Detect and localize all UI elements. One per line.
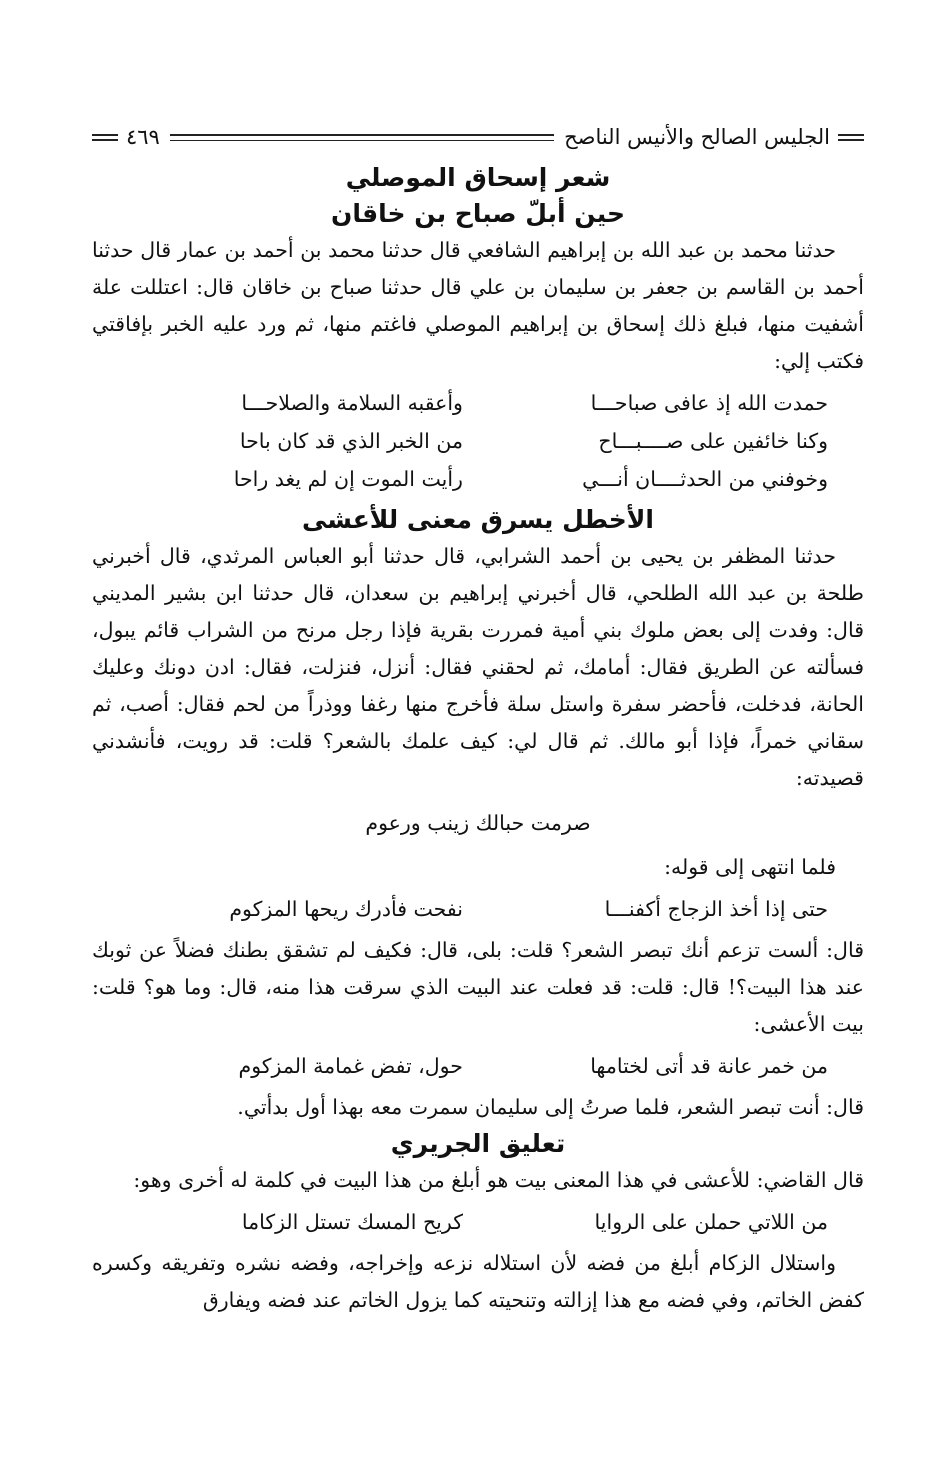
- poem: [92, 384, 864, 498]
- verse-second-hemistich: من الخبر الذي قد كان باحا: [239, 429, 463, 453]
- section-heading-3: تعليق الجريري: [390, 1129, 566, 1158]
- section-heading-1b: حين أبلّ صباح بن خاقان: [331, 199, 625, 228]
- verse-line: [92, 460, 864, 498]
- verse-first-hemistich: من خمر عانة قد أتى لختامها: [590, 1054, 828, 1078]
- header-ornament-left: [92, 134, 118, 141]
- verse-second-hemistich: رأيت الموت إن لم يغد راحا: [233, 467, 463, 491]
- verse-first-hemistich: وخوفني من الحدثــــان أنـــي: [582, 467, 828, 491]
- header-title: الجليس الصالح والأنيس الناصح: [564, 125, 830, 149]
- paragraph: فلما انتهى إلى قوله:: [664, 855, 836, 879]
- header-rule: [170, 134, 554, 141]
- paragraph: حدثنا المظفر بن يحيى بن أحمد الشرابي، قال حدثنا أبو العباس المرثدي، قال أخبرني طلحة بن عبد الله الطلحي، قال أخبرني إبراهيم بن سعدان، قال حدثنا ابن بشير المديني قال: وفدت إلى بعض ملوك بني أمية فمررت بقرية فإذا رجل مرنح من الشراب قائم يبول، فسألته عن الطريق فقال: أمامك، ثم لحقني فقال: أنزل، فنزلت، فقال: ادن دونك وعليك الحانة، فدخلت، فأحضر سفرة واستل سلة فأخرج منها رغفا ووذراً من لحم فقال: أصب، ثم سقاني خمراً، فإذا أبو مالك. ثم قال لي: كيف علمك بالشعر؟ قلت: قد رويت، فأنشدني قصيدته:: [92, 544, 864, 790]
- verse-line: [92, 422, 864, 460]
- verse-first-hemistich: حتى إذا أخذ الزجاج أكفنـــا: [604, 897, 828, 921]
- verse-first-hemistich: حمدت الله إذ عافى صباحـــا: [590, 391, 828, 415]
- verse-second-hemistich: نفحت فأدرك ريحها المزكوم: [229, 897, 463, 921]
- poem: [92, 1047, 864, 1085]
- paragraph: قال: ألست تزعم أنك تبصر الشعر؟ قلت: بلى، قال: فكيف لم تشقق بطنك فضلاً عن ثوبك عند هذا البيت؟! قال: قلت: قد فعلت عند البيت الذي سرقت هذا منه، قال: وما هو؟ قلت: بيت الأعشى:: [92, 938, 864, 1036]
- paragraph: واستلال الزكام أبلغ من فضه لأن استلاله نزعه وإخراجه، وفضه نشره وتفريقه وكسره كفض الخاتم، وفي فضه مع هذا إزالته وتنحيته كما يزول الخاتم عند فضه ويفارق: [92, 1251, 864, 1312]
- verse-first-hemistich: من اللاتي حملن على الروايا: [594, 1210, 828, 1234]
- single-verse: صرمت حبالك زينب ورعوم: [365, 811, 591, 835]
- paragraph: حدثنا محمد بن عبد الله بن إبراهيم الشافعي قال حدثنا محمد بن أحمد بن عمار قال حدثنا أحمد بن القاسم بن جعفر بن سليمان بن علي قال حدثنا صباح بن خاقان قال: اعتللت علة أشفيت منها، فبلغ ذلك إسحاق بن إبراهيم الموصلي فاغتم منها، ثم ورد عليه الخبر بإفاقتي فكتب إلي:: [92, 238, 864, 373]
- verse-first-hemistich: وكنا خائفين على صــــبـــاح: [598, 429, 828, 453]
- section-heading-2: الأخطل يسرق معنى للأعشى: [302, 505, 654, 534]
- verse-second-hemistich: وأعقبه السلامة والصلاحـــا: [241, 391, 463, 415]
- poem: [92, 890, 864, 928]
- paragraph: قال القاضي: للأعشى في هذا المعنى بيت هو أبلغ من هذا البيت في كلمة له أخرى وهو:: [133, 1168, 864, 1192]
- verse-line: [92, 1203, 864, 1241]
- verse-second-hemistich: حول، تفض غمامة المزكوم: [238, 1054, 463, 1078]
- verse-line: [92, 1047, 864, 1085]
- verse-second-hemistich: كريح المسك تستل الزكاما: [241, 1210, 463, 1234]
- header-ornament-right: [838, 134, 864, 141]
- paragraph: قال: أنت تبصر الشعر، فلما صرتُ إلى سليمان سمرت معه بهذا أول بدأتي.: [237, 1095, 864, 1119]
- verse-line: [92, 890, 864, 928]
- running-header: [92, 120, 864, 154]
- page-number: ٤٦٩: [126, 125, 160, 149]
- poem: [92, 1203, 864, 1241]
- section-heading-1a: شعر إسحاق الموصلي: [345, 163, 611, 192]
- page-body: [92, 160, 864, 1319]
- verse-line: [92, 384, 864, 422]
